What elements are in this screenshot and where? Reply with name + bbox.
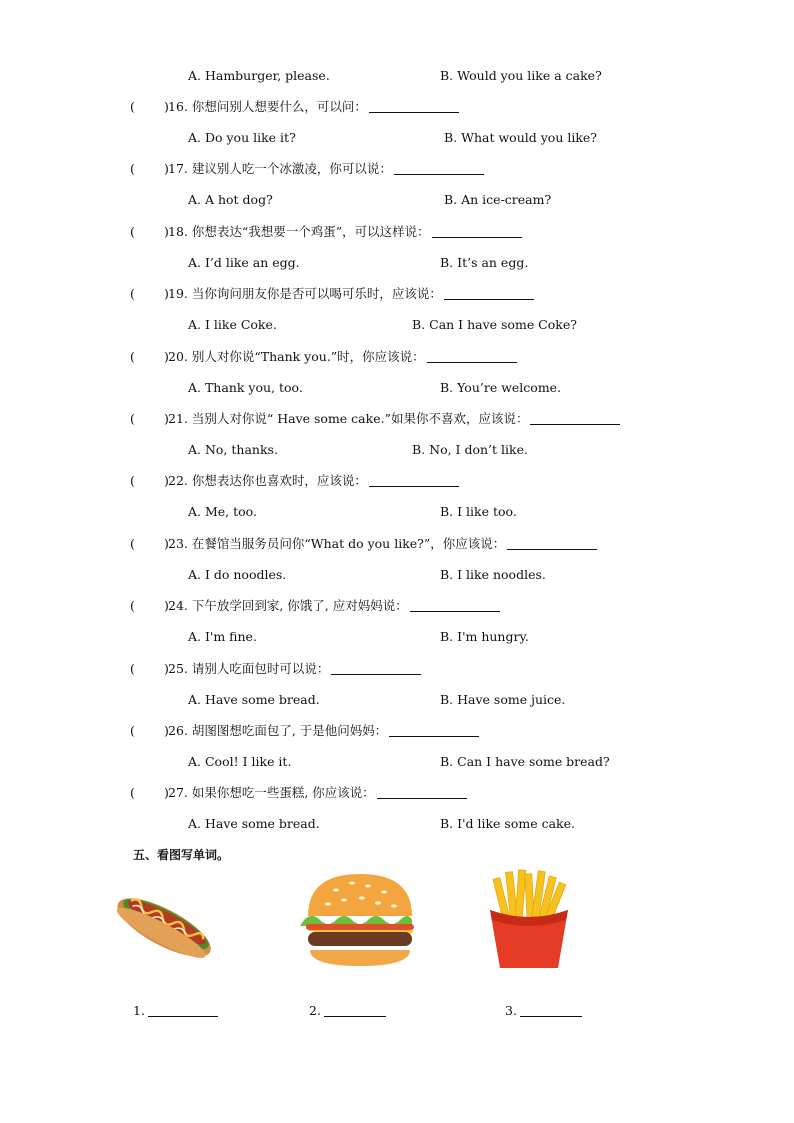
answer-blank[interactable]	[410, 598, 500, 612]
hot-dog-icon	[110, 878, 222, 973]
q16-option-b: B. What would you like?	[444, 130, 598, 145]
answer-paren-right: )	[164, 224, 169, 239]
q27-option-a: A. Have some bread.	[188, 816, 320, 831]
answer-paren-right: )	[164, 99, 169, 114]
answer-blank[interactable]	[530, 411, 620, 425]
question-text: 19. 当你询问朋友你是否可以喝可乐时，应该说：	[168, 286, 442, 301]
q26-option-a: A. Cool! I like it.	[188, 754, 292, 769]
answer-paren-left: (	[130, 598, 135, 613]
q22-option-a: A. Me, too.	[188, 504, 257, 519]
q26-option-b: B. Can I have some bread?	[440, 754, 610, 769]
q23-option-b: B. I like noodles.	[440, 567, 546, 582]
french-fries-icon	[484, 868, 574, 973]
q19-option-a: A. I like Coke.	[188, 317, 277, 332]
item-number: 3.	[505, 1003, 517, 1018]
q21-option-b: B. No, I don’t like.	[412, 442, 528, 457]
answer-paren-right: )	[164, 473, 169, 488]
word-blank[interactable]	[324, 1003, 386, 1017]
q15-option-b: B. Would you like a cake?	[440, 68, 602, 83]
q15-option-a: A. Hamburger, please.	[188, 68, 330, 83]
answer-paren-right: )	[164, 661, 169, 676]
answer-paren-right: )	[164, 286, 169, 301]
answer-blank[interactable]	[377, 785, 467, 799]
answer-paren-left: (	[130, 349, 135, 364]
answer-paren-left: (	[130, 536, 135, 551]
answer-paren-left: (	[130, 99, 135, 114]
q16-option-a: A. Do you like it?	[188, 130, 296, 145]
q22-option-b: B. I like too.	[440, 504, 517, 519]
answer-paren-left: (	[130, 161, 135, 176]
q25-option-a: A. Have some bread.	[188, 692, 320, 707]
q27-option-b: B. I'd like some cake.	[440, 816, 575, 831]
answer-blank[interactable]	[427, 349, 517, 363]
question-text: 21. 当别人对你说“ Have some cake.”如果你不喜欢，应该说：	[168, 411, 529, 426]
q18-option-a: A. I’d like an egg.	[188, 255, 300, 270]
answer-blank[interactable]	[369, 473, 459, 487]
question-text: 20. 别人对你说“Thank you.”时，你应该说：	[168, 349, 425, 364]
answer-paren-left: (	[130, 224, 135, 239]
word-blank[interactable]	[520, 1003, 582, 1017]
answer-paren-right: )	[164, 411, 169, 426]
answer-paren-left: (	[130, 661, 135, 676]
question-text: 26. 胡图图想吃面包了, 于是他问妈妈：	[168, 723, 388, 738]
item-number: 2.	[309, 1003, 321, 1018]
question-text: 27. 如果你想吃一些蛋糕, 你应该说：	[168, 785, 375, 800]
answer-paren-left: (	[130, 785, 135, 800]
answer-blank[interactable]	[444, 286, 534, 300]
q17-option-a: A. A hot dog?	[188, 192, 273, 207]
question-text: 17. 建议别人吃一个冰激凌，你可以说：	[168, 161, 392, 176]
word-item-3	[505, 1003, 582, 1018]
question-text: 24. 下午放学回到家, 你饿了, 应对妈妈说：	[168, 598, 408, 613]
answer-blank[interactable]	[432, 224, 522, 238]
q18-option-b: B. It’s an egg.	[440, 255, 529, 270]
word-item-2	[309, 1003, 386, 1018]
section-title: 五、看图写单词。	[133, 848, 230, 862]
q24-option-b: B. I'm hungry.	[440, 629, 529, 644]
answer-paren-right: )	[164, 785, 169, 800]
q17-option-b: B. An ice-cream?	[444, 192, 552, 207]
answer-paren-right: )	[164, 723, 169, 738]
q21-option-a: A. No, thanks.	[188, 442, 278, 457]
answer-paren-left: (	[130, 473, 135, 488]
answer-blank[interactable]	[389, 723, 479, 737]
answer-paren-right: )	[164, 536, 169, 551]
q24-option-a: A. I'm fine.	[188, 629, 257, 644]
q20-option-b: B. You’re welcome.	[440, 380, 562, 395]
answer-paren-right: )	[164, 349, 169, 364]
answer-blank[interactable]	[331, 661, 421, 675]
hamburger-icon	[300, 870, 420, 975]
q23-option-a: A. I do noodles.	[188, 567, 287, 582]
question-text: 25. 请别人吃面包时可以说：	[168, 661, 330, 676]
answer-paren-right: )	[164, 161, 169, 176]
question-text: 22. 你想表达你也喜欢时，应该说：	[168, 473, 367, 488]
q19-option-b: B. Can I have some Coke?	[412, 317, 577, 332]
item-number: 1.	[133, 1003, 145, 1018]
word-item-1	[133, 1003, 218, 1018]
question-text: 16. 你想问别人想要什么，可以问：	[168, 99, 367, 114]
question-text: 18. 你想表达“我想要一个鸡蛋”，可以这样说：	[168, 224, 430, 239]
answer-paren-left: (	[130, 723, 135, 738]
answer-blank[interactable]	[394, 161, 484, 175]
answer-paren-right: )	[164, 598, 169, 613]
answer-blank[interactable]	[507, 536, 597, 550]
answer-paren-left: (	[130, 411, 135, 426]
q20-option-a: A. Thank you, too.	[188, 380, 303, 395]
answer-paren-left: (	[130, 286, 135, 301]
question-text: 23. 在餐馆当服务员问你“What do you like?”，你应该说：	[168, 536, 506, 551]
word-blank[interactable]	[148, 1003, 218, 1017]
q25-option-b: B. Have some juice.	[440, 692, 566, 707]
answer-blank[interactable]	[369, 99, 459, 113]
